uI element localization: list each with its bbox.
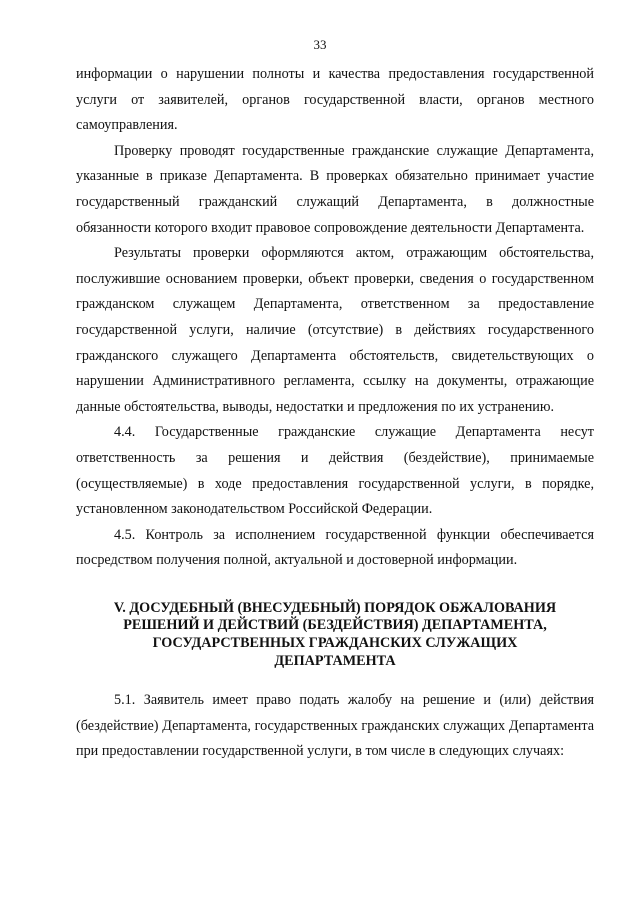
section-heading-line: ГОСУДАРСТВЕННЫХ ГРАЖДАНСКИХ СЛУЖАЩИХ: [152, 635, 518, 652]
section-heading-line: V. ДОСУДЕБНЫЙ (ВНЕСУДЕБНЫЙ) ПОРЯДОК ОБЖАЛОВАНИЯ: [113, 599, 557, 616]
section-heading-line: РЕШЕНИЙ И ДЕЙСТВИЙ (БЕЗДЕЙСТВИЯ) ДЕПАРТАМЕНТА,: [123, 617, 547, 634]
document-body: [76, 62, 594, 765]
page-number: 33: [313, 37, 327, 52]
paragraph-inspection: Проверку проводят государственные гражданские служащие Департамента, указанные в приказе Департамента. В проверках обязательно принимает участие государственный гражданский служащий Департамента, в должностные обязанности которого входит правовое сопровождение деятельности Департамента.: [76, 142, 594, 236]
section-heading: [76, 600, 594, 670]
paragraph-continuation: информации о нарушении полноты и качества предоставления государственной услуги от заявителей, органов государственной власти, органов местного самоуправления.: [76, 66, 594, 134]
section-heading-line: ДЕПАРТАМЕНТА: [274, 652, 396, 669]
paragraph-4-4: 4.4. Государственные гражданские служащие Департамента несут ответственность за решения и действия (бездействие), принимаемые (осуществляемые) в ходе предоставления государственной услуги, в порядке, установленном законодательством Российской Федерации.: [76, 424, 594, 518]
paragraph-5-1: 5.1. Заявитель имеет право подать жалобу на решение и (или) действия (бездействие) Департамента, государственных гражданских служащих Департамента при предоставлении государственной услуги, в том числе в следующих случаях:: [76, 692, 594, 760]
paragraph-4-5: 4.5. Контроль за исполнением государственной функции обеспечивается посредством получения полной, актуальной и достоверной информации.: [76, 526, 594, 569]
paragraph-inspection-results: Результаты проверки оформляются актом, отражающим обстоятельства, послужившие основанием проверки, объект проверки, сведения о государственном гражданском служащем Департамента, ответственном за предоставление государственной услуги, наличие (отсутствие) в действиях государственного гражданского служащего Департамента обстоятельств, свидетельствующих о нарушении Административного регламента, ссылку на документы, отражающие данные обстоятельства, выводы, недостатки и предложения по их устранению.: [76, 245, 594, 415]
